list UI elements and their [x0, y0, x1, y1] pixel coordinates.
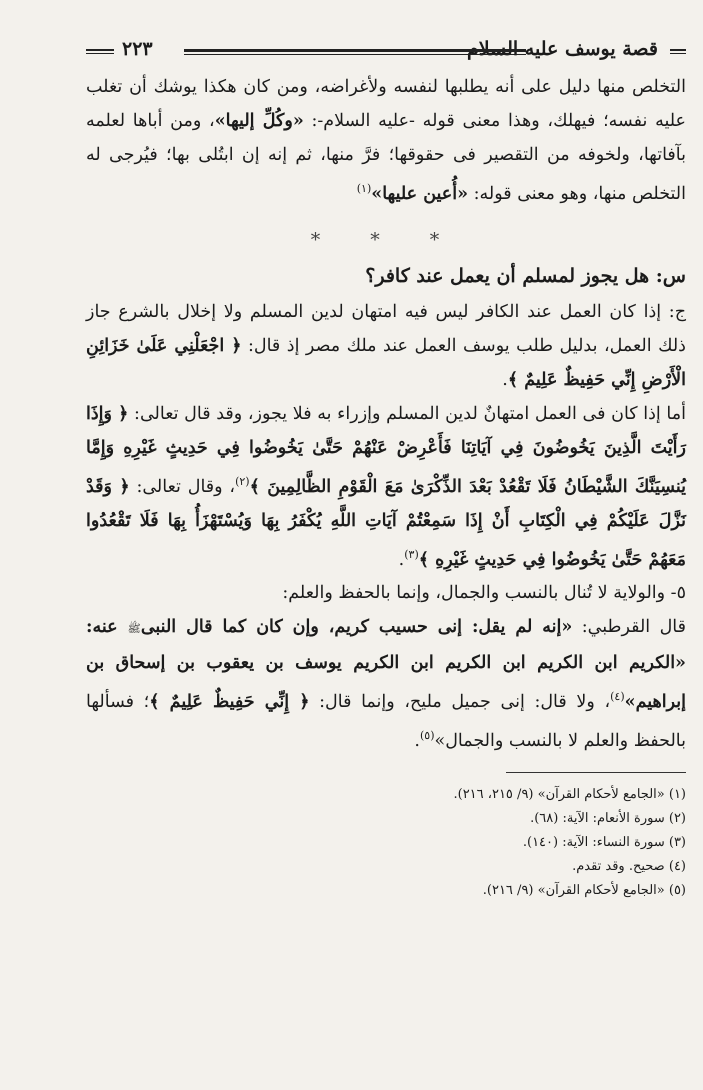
paragraph-5-text-c: ؛ فسألها بالحفظ والعلم لا بالنسب والجمال» — [86, 692, 686, 752]
paragraph-3-end: . — [398, 549, 405, 570]
paragraph-1-text-b: ، ومن أباها لعلمه بآفاتها، ولخوفه من التقصير فى حقوقها؛ فرَّ منها، ثم إنه إن ابتُلى بها؛ فيُرجى له التخلص منها، وهو معنى قوله: — [86, 111, 686, 204]
footnote-1: (١) «الجامع لأحكام القرآن» (٩/ ٢١٥، ٢١٦). — [453, 787, 686, 803]
page-body — [86, 70, 686, 903]
hadith-quote-3: «الكريم ابن الكريم ابن الكريم ابن الكريم يوسف بن يعقوب بن إسحاق بن إبراهيم» — [86, 653, 686, 713]
paragraph-5-text-b: ، ولا قال: إنى جميل مليح، وإنما قال: — [309, 692, 611, 713]
footnote-3: (٣) سورة النساء: الآية: (١٤٠). — [522, 835, 686, 851]
quran-verse-1: ﴿ اجْعَلْنِي عَلَىٰ خَزَائِنِ الْأَرْضِ إِنِّي حَفِيظٌ عَلِيمٌ ﴾ — [86, 335, 686, 390]
header-rule — [184, 49, 526, 55]
paragraph-2-text: ج: إذا كان العمل عند الكافر ليس فيه امتهان لدين المسلم ولا إخلال بالشرع جاز ذلك العمل، بدليل طلب يوسف العمل عند ملك مصر إذ قال: — [86, 301, 686, 356]
paragraph-5-end: . — [414, 731, 420, 752]
footnote-ref-2[interactable]: (٢) — [235, 474, 250, 488]
paragraph-2-end: . — [502, 369, 508, 390]
footnotes — [86, 783, 686, 903]
paragraph-5-text: قال القرطبي: — [572, 617, 686, 638]
paragraph-5 — [86, 610, 686, 758]
quran-verse-2: ﴿ وَإِذَا رَأَيْتَ الَّذِينَ يَخُوضُونَ فِي آيَاتِنَا فَأَعْرِضْ عَنْهُمْ حَتَّىٰ يَخُوضُوا فِي حَدِيثٍ غَيْرِهِ وَإِمَّا يُنسِيَنَّكَ الشَّيْطَانُ فَلَا تَقْعُدْ بَعْدَ الذِّكْرَىٰ مَعَ الْقَوْمِ الظَّالِمِينَ ﴾ — [86, 403, 686, 497]
qurtubi-quote: «إنه لم يقل: إنى حسيب كريم، وإن كان كما قال النبى — [140, 617, 573, 638]
footnote-ref-4[interactable]: (٤) — [610, 690, 625, 704]
footnote-2: (٢) سورة الأنعام: الآية: (٦٨). — [530, 811, 686, 827]
hadith-quote-1: «وكُلِّ إليها» — [214, 111, 304, 131]
header-dash-left — [86, 49, 114, 54]
paragraph-2 — [86, 295, 686, 397]
page-number: ٢٢٣ — [122, 38, 153, 60]
section-divider-stars: * * * — [310, 228, 462, 251]
footnote-ref-3[interactable]: (٣) — [404, 547, 419, 561]
footnote-separator — [506, 772, 686, 773]
quran-verse-4: ﴿ إِنِّي حَفِيظٌ عَلِيمٌ ﴾ — [149, 692, 310, 713]
paragraph-1-text: التخلص منها دليل على أنه يطلبها لنفسه ولأغراضه، ومن كان هكذا يوشك أن تغلب عليه نفسه؛ فيهلك، وهذا معنى قوله -عليه السلام-: — [86, 77, 686, 131]
footnote-4: (٤) صحيح. وقد تقدم. — [572, 859, 686, 875]
paragraph-3 — [86, 397, 686, 577]
footnote-ref-1[interactable]: (١) — [356, 182, 372, 195]
header-title: قصة يوسف عليه السلام — [467, 38, 658, 60]
paragraph-3-text-b: ، وقال تعالى: — [129, 476, 236, 497]
header-dash-right — [670, 49, 686, 54]
quran-verse-3: ﴿ وَقَدْ نَزَّلَ عَلَيْكُمْ فِي الْكِتَابِ أَنْ إِذَا سَمِعْتُمْ آيَاتِ اللَّهِ يُكْفَرُ بِهَا وَيُسْتَهْزَأُ بِهَا فَلَا تَقْعُدُوا مَعَهُمْ حَتَّىٰ يَخُوضُوا فِي حَدِيثٍ غَيْرِهِ ﴾ — [86, 476, 686, 570]
running-header — [86, 38, 686, 64]
paragraph-3-text: أما إذا كان فى العمل امتهانٌ لدين المسلم وإزراء به فلا يجوز، وقد قال تعالى: — [128, 403, 686, 424]
section-question: س: هل يجوز لمسلم أن يعمل عند كافر؟ — [365, 264, 686, 287]
qurtubi-quote-b: عنه: — [86, 617, 128, 638]
footnote-5: (٥) «الجامع لأحكام القرآن» (٩/ ٢١٦). — [482, 883, 686, 899]
paragraph-1 — [86, 70, 686, 211]
paragraph-4: ٥- والولاية لا تُنال بالنسب والجمال، وإنما بالحفظ والعلم: — [282, 583, 686, 604]
pbuh-glyph: ﷺ — [127, 622, 141, 636]
footnote-ref-5[interactable]: (٥) — [420, 729, 435, 743]
hadith-quote-2: «أُعين عليها» — [371, 183, 469, 204]
